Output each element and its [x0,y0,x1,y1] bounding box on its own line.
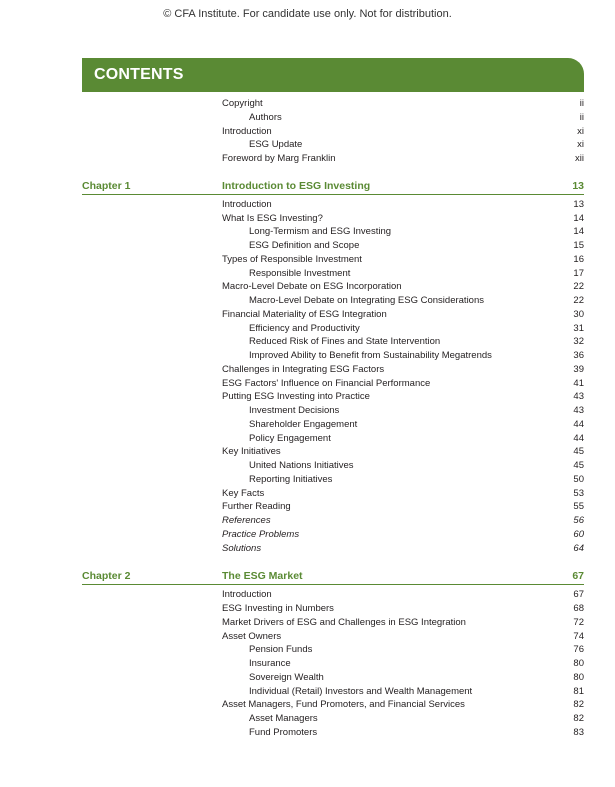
toc-entry-label: Challenges in Integrating ESG Factors [222,363,385,375]
toc-entry-label: Financial Materiality of ESG Integration [222,308,387,320]
toc-entry-label: Improved Ability to Benefit from Sustainability Megatrends [249,350,492,361]
chapter-heading[interactable] [82,569,584,585]
toc-entry[interactable] [222,630,584,644]
toc-entry-label: References [222,515,271,526]
toc-entry-page: 72 [573,616,584,628]
toc-entry-label: Asset Managers, Fund Promoters, and Financial Services [222,699,465,711]
chapter-number: Chapter 2 [82,570,131,583]
toc-entry-page: 30 [573,308,584,320]
toc-entry-page: 22 [573,281,584,293]
toc-entry[interactable] [222,212,584,226]
toc-entry-page: 16 [573,253,584,265]
toc-entry-page: 31 [573,322,584,334]
contents-header-bar [82,58,584,92]
toc-entry-label: Pension Funds [249,644,313,656]
toc-entry-label: Copyright [222,98,263,109]
toc-entry-label: Further Reading [222,501,291,513]
toc-entry-page: 55 [573,501,584,513]
toc-entry-label: ESG Investing in Numbers [222,603,334,614]
toc-entry-label: ESG Update [249,139,303,151]
toc-entry[interactable] [222,588,584,602]
toc-entry-label: Asset Owners [222,630,282,642]
toc-entry-page: 80 [573,658,584,669]
chapter-number: Chapter 1 [82,179,131,192]
toc-entry-page: 53 [573,487,584,499]
toc-entry-page: 81 [573,685,584,697]
toc-entry-page: 17 [573,267,584,279]
toc-entry-label: Reporting Initiatives [249,473,333,485]
toc-entry-page: ii [579,111,584,123]
toc-entry[interactable] [222,198,584,212]
toc-entry-page: xii [575,153,584,164]
toc-entry-label: What Is ESG Investing? [222,212,323,224]
toc-entry-label: Key Initiatives [222,446,281,458]
toc-entry[interactable] [222,685,584,699]
toc-entry-label: Insurance [249,658,291,669]
toc-entry-page: 43 [573,391,584,403]
toc-entry[interactable] [222,500,584,514]
toc-entry[interactable] [222,698,584,712]
toc-entry[interactable] [222,308,584,322]
toc-entry-page: ii [579,98,584,109]
toc-entry[interactable] [222,459,584,473]
toc-entry-label: Responsible Investment [249,267,351,279]
toc-entry-page: 83 [573,726,584,738]
toc-entry-page: 67 [573,589,584,601]
toc-entry-page: xi [577,139,584,151]
toc-entry-label: Practice Problems [222,528,300,540]
toc-entry-page: 80 [573,671,584,683]
toc-entry[interactable] [222,432,584,446]
toc-entry[interactable] [222,616,584,630]
toc-entry-label: Introduction [222,589,272,601]
toc-entry[interactable] [222,487,584,501]
toc-entry[interactable] [222,225,584,239]
toc-entry[interactable] [222,657,584,671]
toc-entry-page: 43 [573,405,584,416]
toc-entry-page: 76 [573,644,584,656]
toc-entry-label: Foreword by Marg Franklin [222,153,336,164]
toc-entry[interactable] [222,363,584,377]
toc-entry-page: 22 [573,295,584,306]
toc-entry-label: Types of Responsible Investment [222,253,362,265]
toc-entry-label: Introduction [222,125,272,137]
toc-entry-page: 68 [573,603,584,614]
toc-entry-label: ESG Factors' Influence on Financial Performance [222,377,431,389]
toc-entry-page: 14 [573,212,584,224]
toc-entry[interactable] [222,349,584,363]
chapter-page: 67 [572,570,584,583]
toc-entry-page: 14 [573,226,584,238]
toc-entry[interactable] [222,280,584,294]
watermark-notice: © CFA Institute. For candidate use only. Not for distribution. [163,8,452,20]
toc-entry-page: 44 [573,418,584,430]
toc-entry[interactable] [222,267,584,281]
toc-entry-label: ESG Definition and Scope [249,240,360,251]
page-title: CONTENTS [94,66,184,83]
toc-entry-page: 82 [573,713,584,724]
toc-entry-page: 44 [573,432,584,444]
toc-entry-label: Solutions [222,542,262,554]
toc-entry-label: Asset Managers [249,713,318,724]
chapter-title: The ESG Market [222,570,303,583]
toc-entry[interactable] [222,445,584,459]
toc-entry-label: Shareholder Engagement [249,418,358,430]
toc-entry-page: 45 [573,446,584,458]
toc-entry[interactable] [222,643,584,657]
toc-entry[interactable] [222,125,584,139]
toc-entry-page: 36 [573,350,584,361]
toc-entry-page: 13 [573,198,584,210]
toc-entry-label: United Nations Initiatives [249,460,354,471]
toc-entry-label: Sovereign Wealth [249,671,324,683]
toc-entry[interactable] [222,138,584,152]
toc-entry[interactable] [222,152,584,166]
toc-entry-label: Putting ESG Investing into Practice [222,391,370,403]
toc-entry[interactable] [222,473,584,487]
toc-entry-page: 32 [573,336,584,348]
toc-entry-label: Macro-Level Debate on Integrating ESG Considerations [249,295,484,306]
toc-entry[interactable] [222,418,584,432]
toc-entry-page: 56 [573,515,584,526]
toc-entry-label: Individual (Retail) Investors and Wealth Management [249,685,473,697]
toc-entry[interactable] [222,514,584,528]
toc-entry[interactable] [222,390,584,404]
toc-entry-label: Market Drivers of ESG and Challenges in ESG Integration [222,616,466,628]
toc-entry-page: 50 [573,473,584,485]
toc-entry[interactable] [222,377,584,391]
toc-entry-label: Key Facts [222,487,265,499]
toc-entry[interactable] [222,294,584,308]
toc-entry[interactable] [222,253,584,267]
toc-entry-page: 39 [573,363,584,375]
toc-entry-label: Policy Engagement [249,432,331,444]
toc-entry-page: xi [577,125,584,137]
toc-entry-page: 60 [573,528,584,540]
toc-entry-page: 41 [573,377,584,389]
toc-entry[interactable] [222,726,584,740]
toc-entry[interactable] [222,97,584,111]
toc-entry-label: Macro-Level Debate on ESG Incorporation [222,281,402,293]
chapter-page: 13 [572,179,584,192]
toc-entry[interactable] [222,671,584,685]
toc-entry[interactable] [222,239,584,253]
toc-entry[interactable] [222,404,584,418]
toc-entry[interactable] [222,322,584,336]
toc-entry-label: Reduced Risk of Fines and State Intervention [249,336,441,348]
toc-entry-label: Investment Decisions [249,405,340,416]
toc-entry[interactable] [222,335,584,349]
toc-entry-page: 15 [573,240,584,251]
chapter-title: Introduction to ESG Investing [222,179,371,192]
toc-entry[interactable] [222,602,584,616]
toc-entry-page: 74 [573,630,584,642]
toc-entry-page: 64 [573,542,584,554]
toc-entry-label: Introduction [222,198,272,210]
toc-entry[interactable] [222,542,584,556]
toc-entry[interactable] [222,712,584,726]
toc-entry-label: Long-Termism and ESG Investing [249,226,392,238]
toc-entry[interactable] [222,111,584,125]
toc-entry-label: Authors [249,111,282,123]
chapter-heading[interactable] [82,179,584,195]
toc-entry-label: Fund Promoters [249,726,318,738]
toc-entry-page: 45 [573,460,584,471]
toc-entry-page: 82 [573,699,584,711]
toc-entry-label: Efficiency and Productivity [249,322,360,334]
toc-entry[interactable] [222,528,584,542]
